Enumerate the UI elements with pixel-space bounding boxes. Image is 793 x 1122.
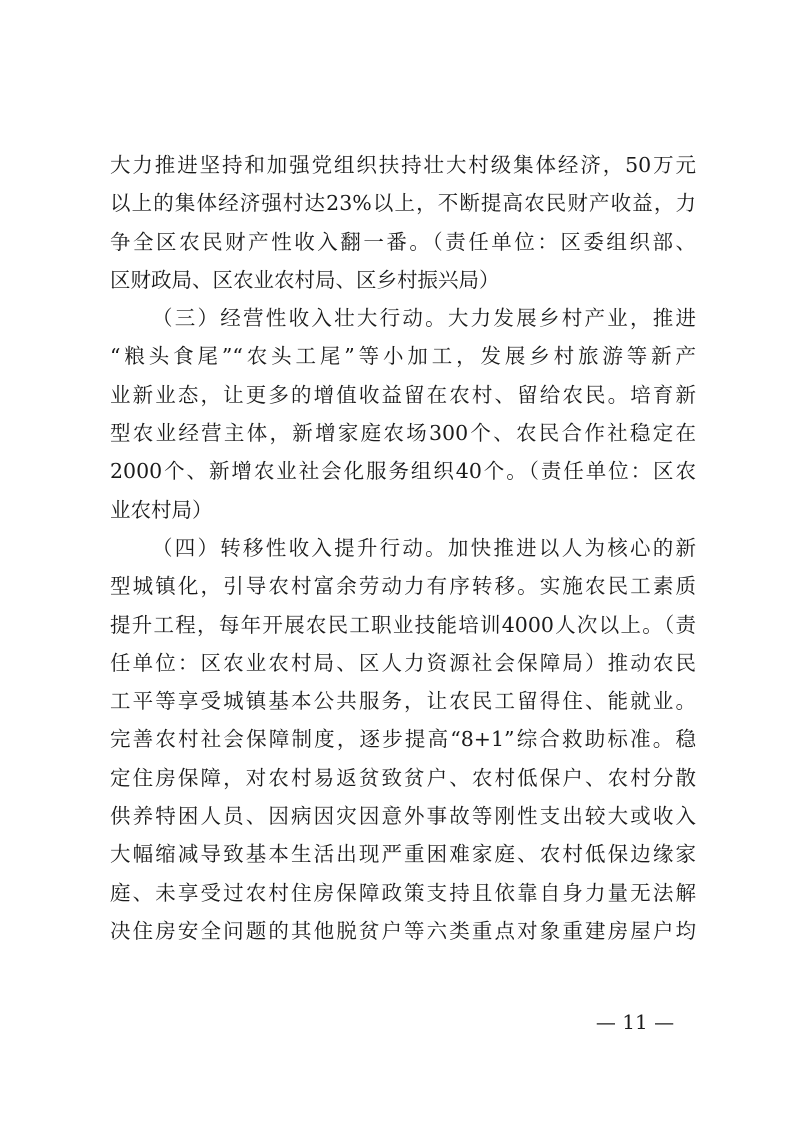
text-line: 提升工程，每年开展农民工职业技能培训4000人次以上。（责 [110,612,696,637]
text-line: 业新业态，让更多的增值收益留在农村、留给农民。培育新 [110,382,696,407]
section-heading-line: （四）转移性收入提升行动。加快推进以人为核心的新 [152,535,696,560]
text-line: 庭、未享受过农村住房保障政策支持且依靠自身力量无法解 [110,880,696,905]
text-line: 任单位：区农业农村局、区人力资源社会保障局）推动农民 [110,650,696,675]
text-line: 区财政局、区农业农村局、区乡村振兴局） [110,267,500,292]
text-line: 业农村局） [110,497,213,522]
text-line: 以上的集体经济强村达23%以上，不断提高农民财产收益，力 [110,191,696,216]
text-line: 大力推进坚持和加强党组织扶持壮大村级集体经济，50万元 [110,153,696,177]
body-text [110,146,696,950]
text-line: 供养特困人员、因病因灾因意外事故等刚性支出较大或收入 [110,804,696,829]
text-line: 工平等享受城镇基本公共服务，让农民工留得住、能就业。 [110,689,696,714]
text-line: 定住房保障，对农村易返贫致贫户、农村低保户、农村分散 [110,765,696,790]
text-line: 完善农村社会保障制度，逐步提高“8+1”综合救助标准。稳 [110,727,696,752]
page-number: — 11 — [595,1010,675,1034]
text-line: 大幅缩减导致基本生活出现严重困难家庭、农村低保边缘家 [110,842,696,867]
text-line: “粮头食尾”“农头工尾”等小加工，发展乡村旅游等新产 [110,344,696,369]
text-line: 决住房安全问题的其他脱贫户等六类重点对象重建房屋户均 [110,918,696,943]
section-heading-line: （三）经营性收入壮大行动。大力发展乡村产业，推进 [152,306,696,331]
text-line: 争全区农民财产性收入翻一番。（责任单位：区委组织部、 [110,229,696,254]
text-line: 型农业经营主体，新增家庭农场300个、农民合作社稳定在 [110,421,696,446]
text-line: 型城镇化，引导农村富余劳动力有序转移。实施农民工素质 [110,574,696,599]
text-line: 2000个、新增农业社会化服务组织40个。（责任单位：区农 [110,459,696,484]
